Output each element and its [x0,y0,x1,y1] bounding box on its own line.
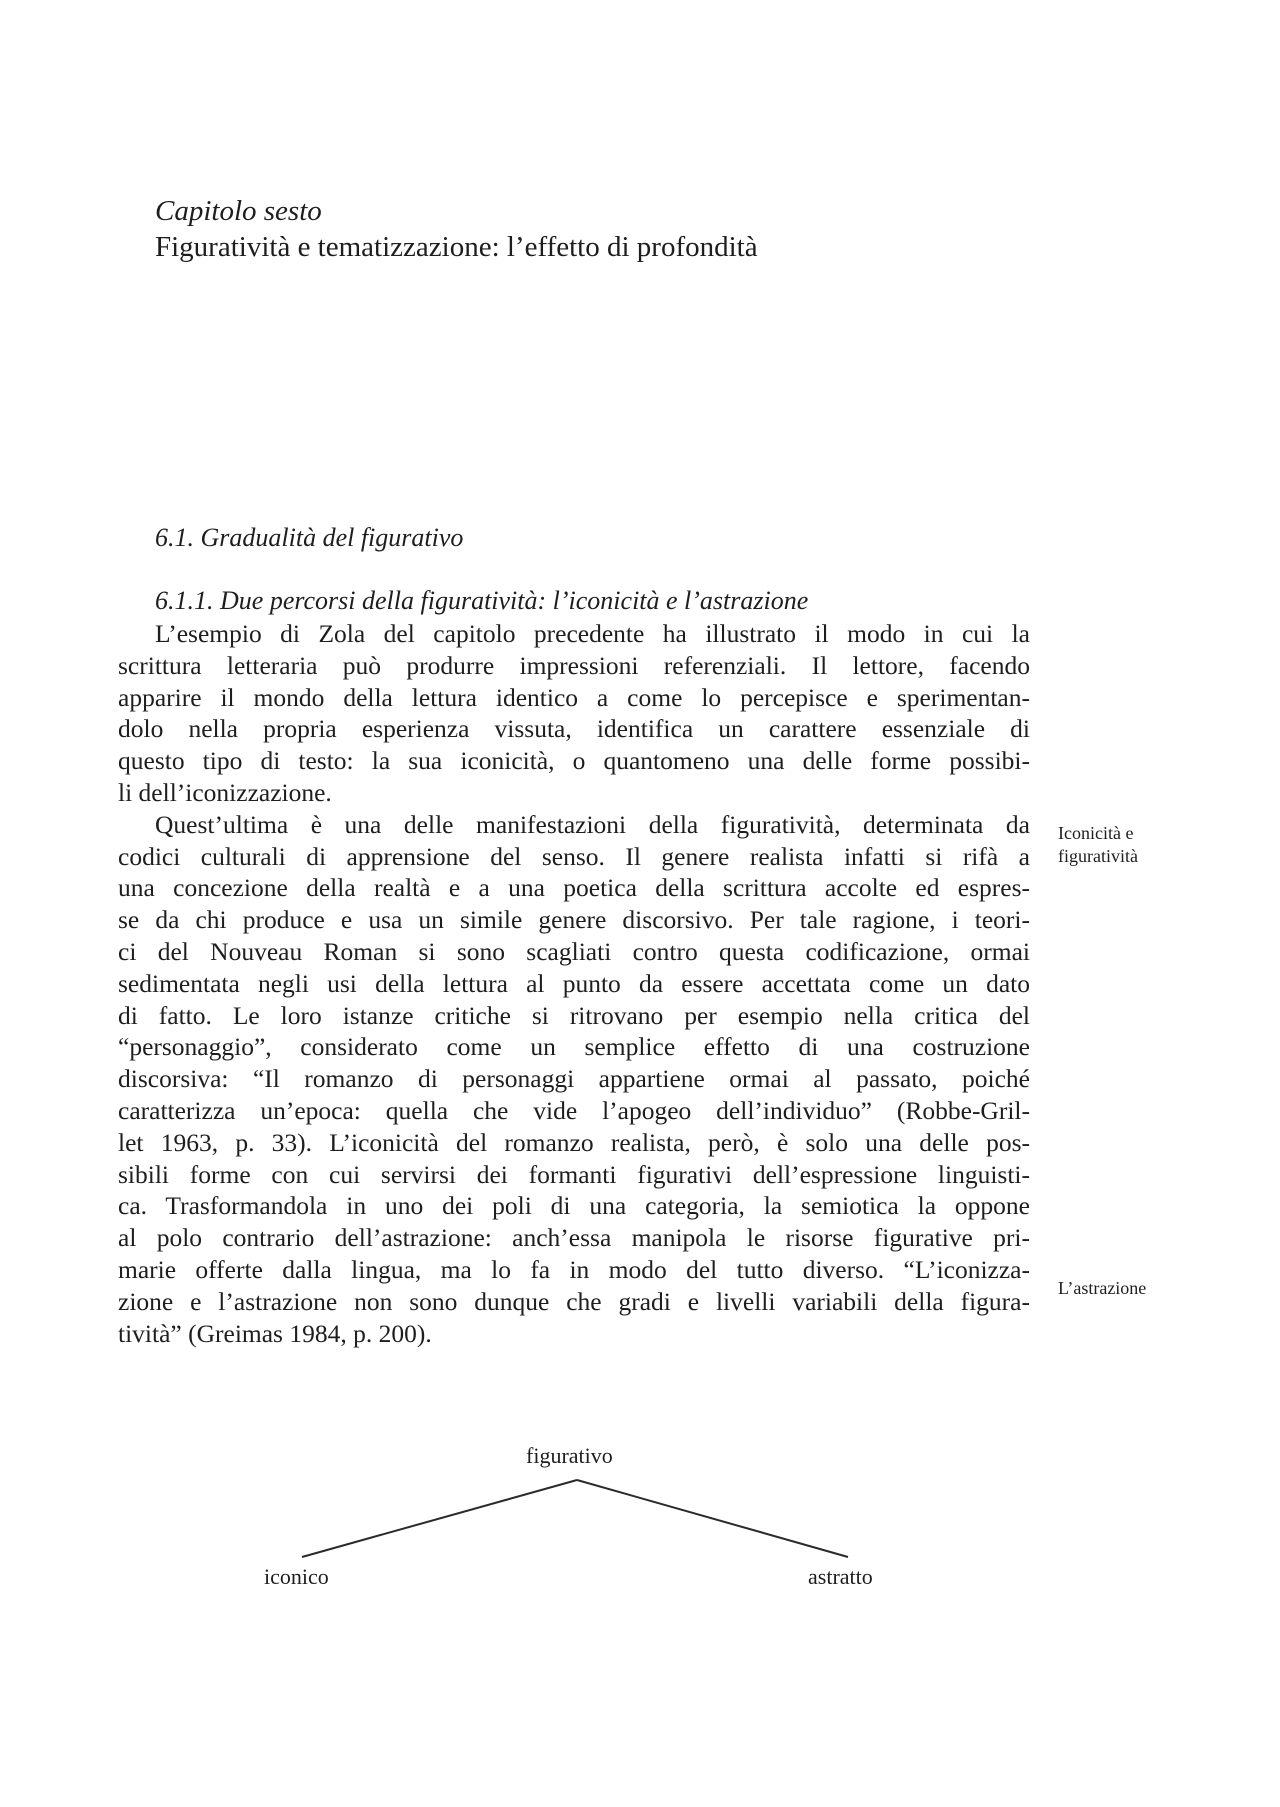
text-line: li dell’iconizzazione. [118,777,332,807]
text-line: let 1963, p. 33). L’iconicità del romanzo realista, però, è solo una delle pos- [118,1127,1030,1157]
text-line: ca. Trasformandola in uno dei poli di una categoria, la semiotica la oppone [118,1191,1030,1221]
margin-note-line: figuratività [1058,846,1138,866]
paragraph-1 [118,618,1030,809]
text-line: una concezione della realtà e a una poetica della scrittura accolte ed espres- [118,873,1030,903]
text-line: scrittura letteraria può produrre impressioni referenziali. Il lettore, facendo [118,650,1030,680]
text-line: di fatto. Le loro istanze critiche si ritrovano per esempio nella critica del [118,1000,1030,1030]
text-line: “personaggio”, considerato come un semplice effetto di una costruzione [118,1032,1030,1062]
margin-note-abstraction: L’astrazione [1058,1278,1147,1298]
text-line: codici culturali di apprensione del senso. Il genere realista infatti si rifà a [118,841,1030,871]
text-line: zione e l’astrazione non sono dunque che gradi e livelli variabili della figura- [118,1286,1030,1316]
text-line: dolo nella propria esperienza vissuta, identifica un carattere essenziale di [118,714,1030,744]
text-line: sibili forme con cui servirsi dei formanti figurativi dell’espressione linguisti- [118,1159,1030,1189]
text-line: al polo contrario dell’astrazione: anch’essa manipola le risorse figurative pri- [118,1223,1030,1253]
margin-note-line: Iconicità e [1058,823,1134,843]
chapter-title: Figuratività e tematizzazione: l’effetto di profondità [155,231,758,263]
body-text [118,618,1030,1349]
text-line: tività” (Greimas 1984, p. 200). [118,1318,432,1348]
diagram-line-left [302,1480,577,1557]
text-line: Quest’ultima è una delle manifestazioni della figuratività, determinata da [155,809,1030,839]
diagram-label-figurativo: figurativo [526,1443,613,1468]
diagram-label-iconico: iconico [264,1564,329,1589]
text-line: ci del Nouveau Roman si sono scagliati contro questa codificazione, ormai [118,936,1030,966]
text-line: sedimentata negli usi della lettura al punto da essere accettata come un dato [118,968,1030,998]
paragraph-2 [118,809,1030,1350]
text-line: questo tipo di testo: la sua iconicità, o quantomeno una delle forme possibi- [118,746,1030,776]
margin-note-iconicity [1058,822,1138,868]
text-line: marie offerte dalla lingua, ma lo fa in modo del tutto diverso. “L’iconizza- [118,1254,1030,1284]
text-line: caratterizza un’epoca: quella che vide l’apogeo dell’individuo” (Robbe-Gril- [118,1095,1030,1125]
text-line: apparire il mondo della lettura identico a come lo percepisce e sperimentan- [118,682,1030,712]
text-line: L’esempio di Zola del capitolo precedente ha illustrato il modo in cui la [155,619,1030,648]
section-heading: 6.1. Gradualità del figurativo [155,523,464,552]
text-line: discorsiva: “Il romanzo di personaggi appartiene ormai al passato, poiché [118,1064,1030,1094]
chapter-label: Capitolo sesto [155,195,322,227]
subsection-heading: 6.1.1. Due percorsi della figuratività: l’iconicità e l’astrazione [155,586,809,615]
text-line: se da chi produce e usa un simile genere discorsivo. Per tale ragione, i teori- [118,905,1030,935]
diagram-label-astratto: astratto [808,1564,873,1589]
diagram-line-right [577,1480,848,1557]
